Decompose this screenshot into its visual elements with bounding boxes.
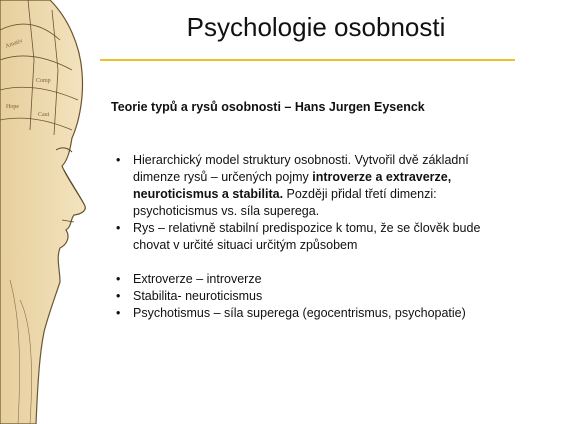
bullet-text: Psychotismus – síla superega (egocentrismus, psychopatie) bbox=[133, 306, 466, 320]
svg-text:Caut: Caut bbox=[38, 112, 50, 118]
bullet-text: Později přidal třetí dimenzi: psychoticismus vs. síla superega. bbox=[133, 187, 437, 218]
slide-title: Psychologie osobnosti bbox=[186, 12, 446, 42]
bullet-text-bold: introverze a extraverze, neuroticismus a stabilita. bbox=[133, 170, 452, 201]
title-divider bbox=[100, 59, 515, 61]
slide-content bbox=[116, 152, 516, 322]
bullet-item bbox=[116, 152, 516, 220]
bullet-text: Rys – relativně stabilní predispozice k tomu, že se člověk bude chovat v určité situaci určitým způsobem bbox=[133, 221, 481, 252]
slide-subtitle: Teorie typů a rysů osobnosti – Hans Jurgen Eysenck bbox=[111, 100, 425, 114]
bullet-text: Stabilita- neuroticismus bbox=[133, 289, 263, 303]
svg-text:Amativ: Amativ bbox=[4, 38, 24, 50]
svg-text:Comp: Comp bbox=[36, 78, 51, 84]
bullet-text: Hierarchický model struktury osobnosti. Vytvořil dvě základní dimenze rysů – určených pojmy bbox=[133, 153, 469, 184]
bullet-item bbox=[116, 220, 516, 254]
bullet-item bbox=[116, 305, 516, 322]
bullet-list-dimensions bbox=[116, 271, 516, 322]
phrenology-head-illustration bbox=[0, 0, 95, 424]
bullet-text: Extroverze – introverze bbox=[133, 272, 262, 286]
svg-text:Hope: Hope bbox=[6, 104, 19, 110]
bullet-item bbox=[116, 271, 516, 288]
list-spacer bbox=[116, 254, 516, 271]
bullet-item bbox=[116, 288, 516, 305]
bullet-list-main bbox=[116, 152, 516, 254]
